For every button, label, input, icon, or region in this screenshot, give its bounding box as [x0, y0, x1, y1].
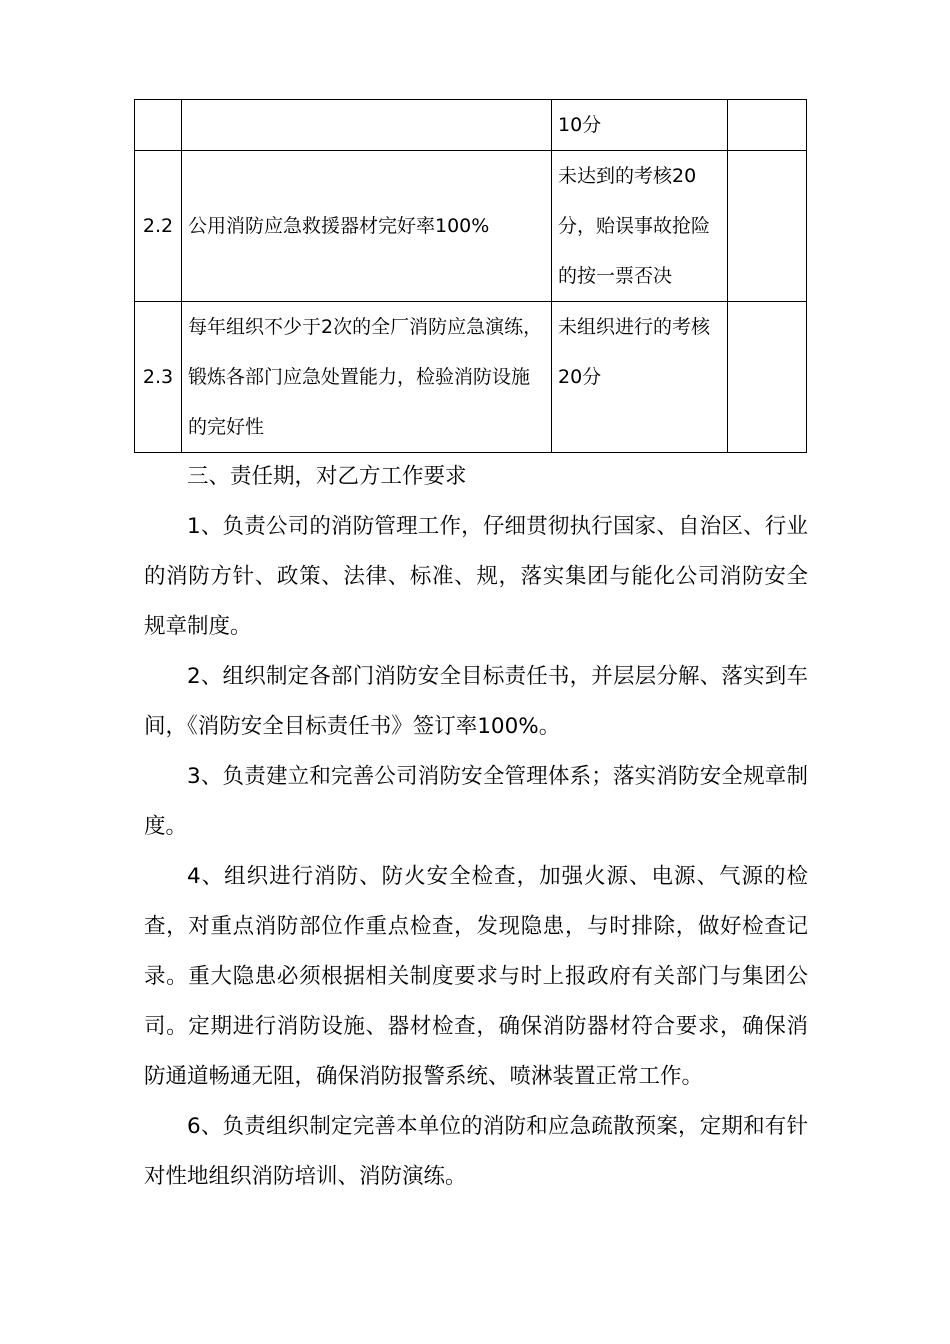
- score-cell: [728, 100, 807, 151]
- requirements-section: [144, 452, 808, 1202]
- paragraph: 3、负责建立和完善公司消防安全管理体系；落实消防安全规章制度。: [144, 764, 808, 839]
- criteria-cell: 未组织进行的考核20分: [552, 302, 728, 453]
- paragraph: 4、组织进行消防、防火安全检查，加强火源、电源、气源的检查，对重点消防部位作重点检查，发现隐患，与时排除，做好检查记录。重大隐患必须根据相关制度要求与时上报政府有关部门与集团公司。定期进行消防设施、器材检查，确保消防器材符合要求，确保消防通道畅通无阻，确保消防报警系统、喷淋装置正常工作。: [144, 864, 808, 1089]
- score-cell: [728, 151, 807, 302]
- item-number-cell: 2.2: [135, 151, 182, 302]
- item-content-cell: 公用消防应急救援器材完好率100%: [182, 151, 552, 302]
- paragraph: 2、组织制定各部门消防安全目标责任书，并层层分解、落实到车间，《消防安全目标责任书》签订率100%。: [144, 664, 808, 739]
- table-row: [135, 151, 807, 302]
- paragraph: 1、负责公司的消防管理工作，仔细贯彻执行国家、自治区、行业的消防方针、政策、法律、标准、规，落实集团与能化公司消防安全规章制度。: [144, 514, 808, 639]
- item-content-cell: [182, 100, 552, 151]
- item-number-cell: [135, 100, 182, 151]
- criteria-cell: 未达到的考核20分，贻误事故抢险的按一票否决: [552, 151, 728, 302]
- item-content-cell: 每年组织不少于2次的全厂消防应急演练，锻炼各部门应急处置能力，检验消防设施的完好性: [182, 302, 552, 453]
- paragraph: 6、负责组织制定完善本单位的消防和应急疏散预案，定期和有针对性地组织消防培训、消防演练。: [144, 1114, 808, 1189]
- table-row: [135, 100, 807, 151]
- section-heading: 三、责任期，对乙方工作要求: [187, 464, 467, 489]
- table-row: [135, 302, 807, 453]
- score-cell: [728, 302, 807, 453]
- item-number-cell: 2.3: [135, 302, 182, 453]
- criteria-cell: 10分: [552, 100, 728, 151]
- assessment-table: [134, 99, 807, 453]
